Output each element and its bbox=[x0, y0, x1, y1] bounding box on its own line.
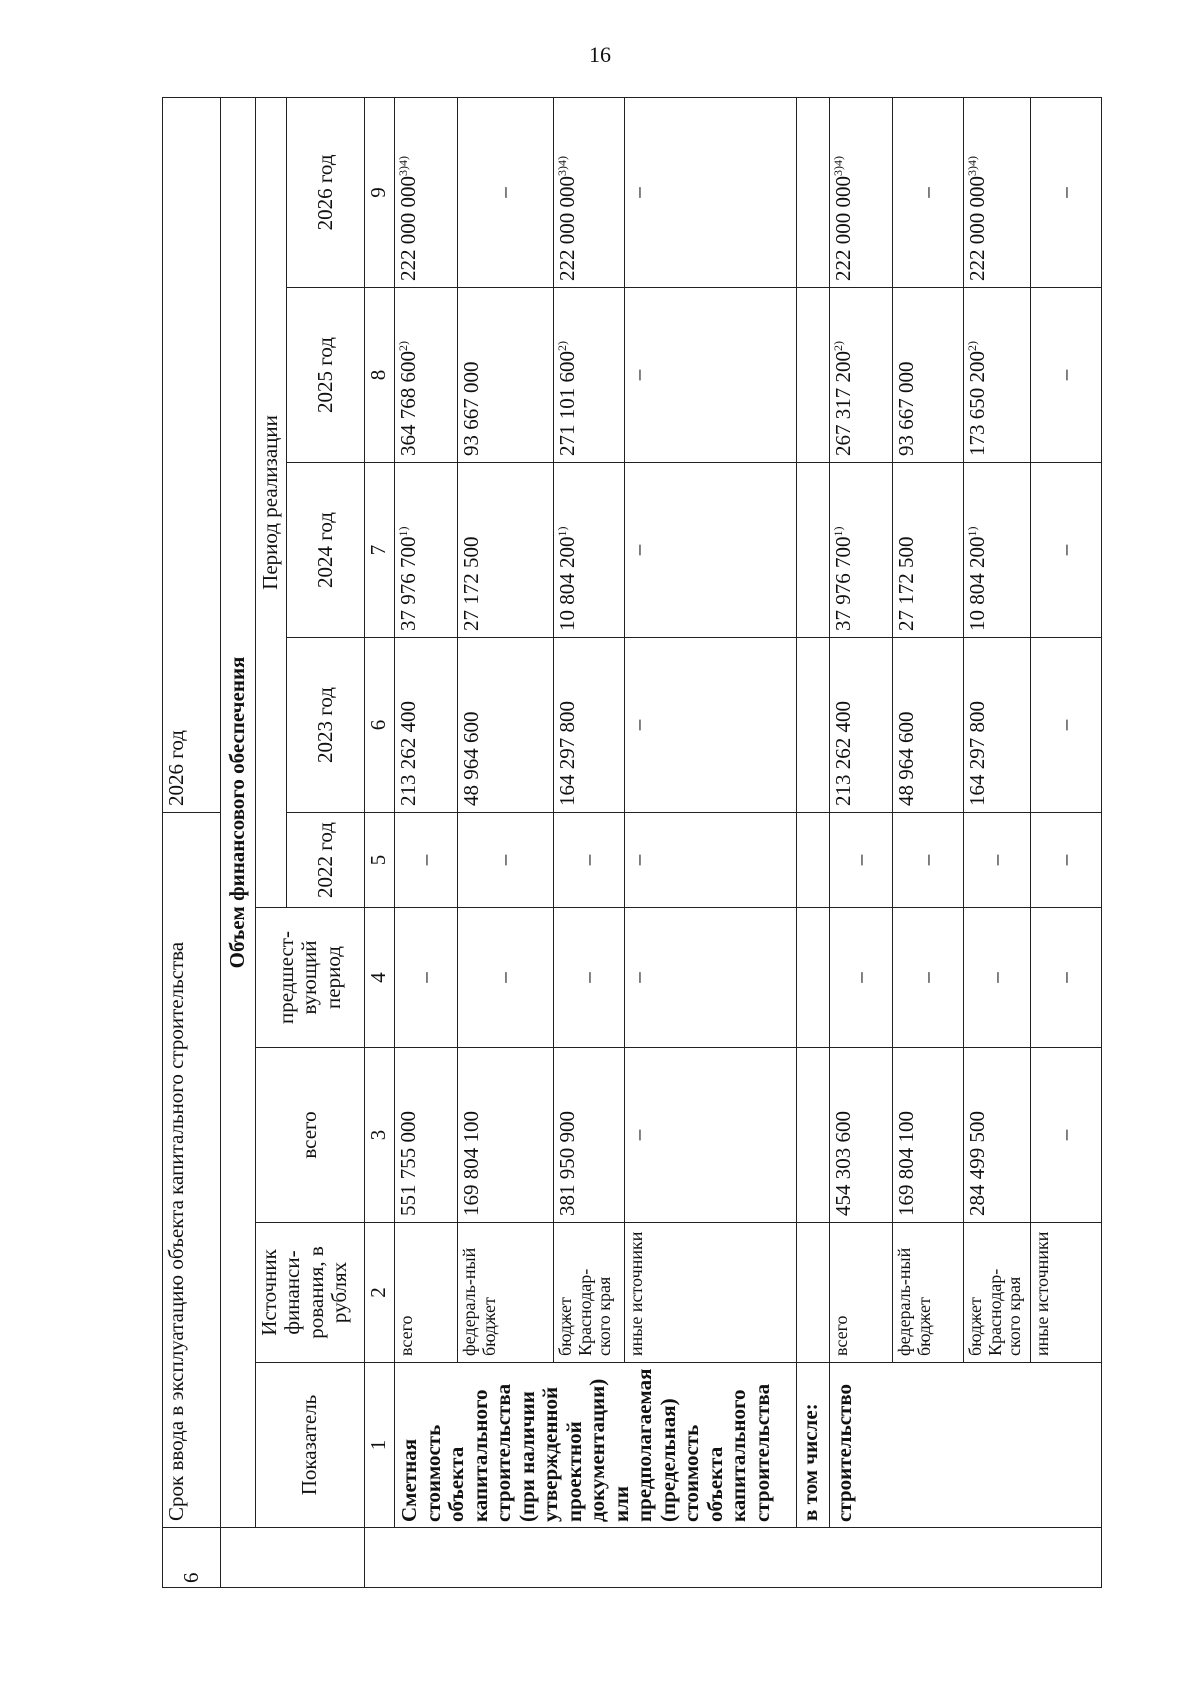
y2022-cell: – bbox=[395, 812, 458, 907]
y2025-cell: – bbox=[624, 287, 796, 462]
header-prev-period: предшест-вующий период bbox=[255, 908, 365, 1048]
colnum-7: 7 bbox=[365, 462, 395, 637]
colnum-4: 4 bbox=[365, 908, 395, 1048]
y2023-cell: 164 297 800 bbox=[963, 637, 1030, 812]
total-cell: 551 755 000 bbox=[395, 1048, 458, 1223]
y2026-cell: 222 000 $000^{3)4)}$ bbox=[963, 97, 1030, 287]
including-label: в том числе: bbox=[796, 1363, 829, 1528]
colnum-1: 1 bbox=[365, 1363, 395, 1528]
y2025-cell: 173 650 200$^{2)}$ bbox=[963, 287, 1030, 462]
source-cell: федераль-ный бюджет bbox=[892, 1223, 963, 1363]
colnum-5: 5 bbox=[365, 812, 395, 907]
prev-cell: – bbox=[457, 908, 553, 1048]
prev-cell: – bbox=[963, 908, 1030, 1048]
prev-cell: – bbox=[395, 908, 458, 1048]
y2026-cell: 222 000 $000^{3)4)}$ bbox=[830, 97, 893, 287]
total-cell: – bbox=[1030, 1048, 1101, 1223]
header-2024: 2024 год bbox=[287, 462, 365, 637]
prev-cell: – bbox=[624, 908, 796, 1048]
prev-cell: – bbox=[830, 908, 893, 1048]
prev-cell: – bbox=[553, 908, 624, 1048]
y2026-cell: – bbox=[457, 97, 553, 287]
y2022-cell: – bbox=[553, 812, 624, 907]
y2023-cell: 48 964 600 bbox=[457, 637, 553, 812]
source-cell: всего bbox=[830, 1223, 893, 1363]
y2026-cell: 222 000 $000^{3)4)}$ bbox=[553, 97, 624, 287]
colnum-6: 6 bbox=[365, 637, 395, 812]
y2024-cell: – bbox=[624, 462, 796, 637]
prev-cell: – bbox=[1030, 908, 1101, 1048]
financing-table bbox=[162, 97, 1102, 1588]
table-row bbox=[395, 97, 458, 1587]
prev-cell: – bbox=[892, 908, 963, 1048]
y2023-cell: 48 964 600 bbox=[892, 637, 963, 812]
y2024-cell: 37 976 700$^{1)}$ bbox=[395, 462, 458, 637]
header-period: Период реализации bbox=[255, 97, 286, 907]
y2022-cell: – bbox=[624, 812, 796, 907]
y2024-cell: – bbox=[1030, 462, 1101, 637]
y2024-cell: 27 172 500 bbox=[892, 462, 963, 637]
y2022-cell: – bbox=[892, 812, 963, 907]
commissioning-value: 2026 год bbox=[163, 97, 221, 812]
source-cell: иные источники bbox=[1030, 1223, 1101, 1363]
source-cell: федераль-ный бюджет bbox=[457, 1223, 553, 1363]
section-title-row bbox=[221, 97, 255, 1587]
commissioning-label: Срок ввода в эксплуатацию объекта капитального строительства bbox=[163, 812, 221, 1527]
header-2025: 2025 год bbox=[287, 287, 365, 462]
y2024-cell: 37 976 700$^{1)}$ bbox=[830, 462, 893, 637]
header-total: всего bbox=[255, 1048, 365, 1223]
total-cell: – bbox=[624, 1048, 796, 1223]
period-header-row bbox=[255, 97, 286, 1587]
y2025-cell: 364 768 600$^{2)}$ bbox=[395, 287, 458, 462]
row-number: 6 bbox=[163, 1528, 221, 1588]
block1-indicator: Сметная стоимость объекта капитального строительства (при наличии утвержденной проектной документации) или предполагаемая (предельная) стоимость объекта капитального строительства bbox=[395, 1363, 797, 1528]
y2025-cell: – bbox=[1030, 287, 1101, 462]
total-cell: 169 804 100 bbox=[892, 1048, 963, 1223]
header-source: Источник финанси-рования, в рублях bbox=[255, 1223, 365, 1363]
page-number: 16 bbox=[589, 42, 611, 67]
colnum-9: 9 bbox=[365, 97, 395, 287]
rotated-table-wrapper bbox=[162, 98, 1102, 1588]
colnum-2: 2 bbox=[365, 1223, 395, 1363]
y2023-cell: – bbox=[624, 637, 796, 812]
header-2023: 2023 год bbox=[287, 637, 365, 812]
y2025-cell: 271 101 600$^{2)}$ bbox=[553, 287, 624, 462]
y2022-cell: – bbox=[963, 812, 1030, 907]
source-cell: бюджет Краснодар-ского края bbox=[963, 1223, 1030, 1363]
y2023-cell: 213 262 400 bbox=[830, 637, 893, 812]
y2023-cell: 164 297 800 bbox=[553, 637, 624, 812]
header-2026: 2026 год bbox=[287, 97, 365, 287]
column-numbers-row bbox=[365, 97, 395, 1587]
y2022-cell: – bbox=[1030, 812, 1101, 907]
y2023-cell: – bbox=[1030, 637, 1101, 812]
y2025-cell: 93 667 000 bbox=[892, 287, 963, 462]
table-row bbox=[830, 97, 893, 1587]
y2022-cell: – bbox=[457, 812, 553, 907]
header-2022: 2022 год bbox=[287, 812, 365, 907]
y2026-cell: – bbox=[892, 97, 963, 287]
header-indicator: Показатель bbox=[255, 1363, 365, 1528]
colnum-8: 8 bbox=[365, 287, 395, 462]
source-cell: бюджет Краснодар-ского края bbox=[553, 1223, 624, 1363]
y2023-cell: 213 262 400 bbox=[395, 637, 458, 812]
y2025-cell: 93 667 000 bbox=[457, 287, 553, 462]
colnum-3: 3 bbox=[365, 1048, 395, 1223]
source-cell: всего bbox=[395, 1223, 458, 1363]
y2025-cell: 267 317 200$^{2)}$ bbox=[830, 287, 893, 462]
y2024-cell: 10 804 200$^{1)}$ bbox=[963, 462, 1030, 637]
total-cell: 169 804 100 bbox=[457, 1048, 553, 1223]
y2022-cell: – bbox=[830, 812, 893, 907]
y2026-cell: – bbox=[624, 97, 796, 287]
section-title: Объем финансового обеспечения bbox=[221, 97, 255, 1527]
y2024-cell: 27 172 500 bbox=[457, 462, 553, 637]
total-cell: 284 499 500 bbox=[963, 1048, 1030, 1223]
commissioning-row bbox=[163, 97, 221, 1587]
y2024-cell: 10 804 200$^{1)}$ bbox=[553, 462, 624, 637]
source-cell: иные источники bbox=[624, 1223, 796, 1363]
y2026-cell: – bbox=[1030, 97, 1101, 287]
including-row bbox=[796, 97, 829, 1587]
total-cell: 454 303 600 bbox=[830, 1048, 893, 1223]
block2-indicator: строительство bbox=[830, 1363, 1102, 1528]
total-cell: 381 950 900 bbox=[553, 1048, 624, 1223]
y2026-cell: 222 000 $000^{3)4)}$ bbox=[395, 97, 458, 287]
